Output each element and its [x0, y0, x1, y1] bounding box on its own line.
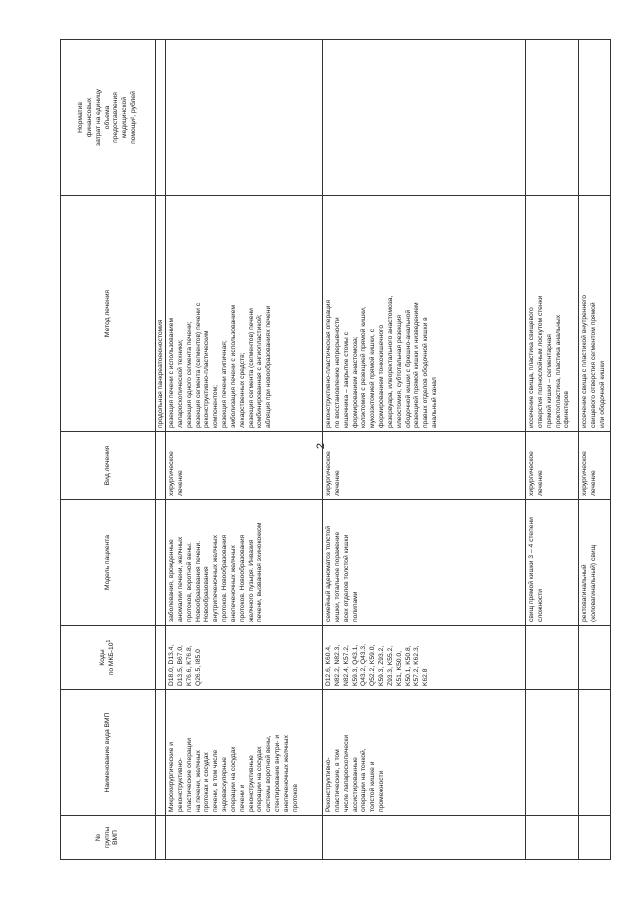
icd-codes-cell: D18.0, D13.4, D13.5, B67.0, K76.6, K76.8, Q26.5, I85.0: [166, 626, 323, 690]
header-row: [61, 40, 156, 860]
icd-codes-cell: [526, 626, 579, 690]
header-name: Наименование вида ВМП: [61, 690, 156, 816]
table-row: [579, 40, 611, 860]
table-row: [166, 40, 323, 860]
treatment-type-cell: хирургическое лечение: [579, 432, 611, 500]
icd-codes-cell: D12.6, K60.4, N82.2, N82.3, N82.4, K57.2, K59.3, Q43.1, Q43.2, Q43.3, Q52.2, K59.0, K59.3, Z93.2, Z93.3, K55.2, K51, K50.0, K50.1, K50.8, K57.2, K62.3, K62.8: [323, 626, 526, 690]
patient-model-cell: свищ прямой кишки 3 – 4 степени сложности: [526, 500, 579, 626]
header-model: Модель пациента: [61, 500, 156, 626]
header-num: № группы ВМП: [61, 816, 156, 860]
vmp-name-cell: [579, 690, 611, 816]
vmp-table: [60, 39, 611, 860]
header-type: Вид лечения: [61, 432, 156, 500]
treatment-method-cell: резекция печени с использованием лапароскопической техники; резекция одного сегмента печени; резекция сегмента (сегментов) печени с реконструктивно-пластическим компонентом; резекция печени атипичная; эмболизация печени с использованием лекарственных средств; резекция сегмента (сегментов) печени комбинированная с ангиопластикой; абляция при новообразованиях печени: [166, 196, 323, 432]
vmp-name-cell: Реконструктивно- пластические, в том числе лапароскопически ассистированные операции на тонкой, толстой кишке и промежности: [323, 690, 526, 816]
table-row: [526, 40, 579, 860]
table-container: [60, 40, 606, 860]
table-row: [323, 40, 526, 860]
patient-model-cell: ректовагинальный (коловагинальный) свищ: [579, 500, 611, 626]
treatment-type-cell: хирургическое лечение: [166, 432, 323, 500]
continuation-row: [156, 40, 166, 860]
treatment-method-cell: иссечение свища с пластикой внутреннего свищевого отверстия сегментом прямой или ободочной кишки: [579, 196, 611, 432]
header-norm: Норматив финансовых затрат на единицу объема предоставления медицинской помощи², рублей: [61, 40, 156, 196]
vmp-name-cell: Микрохирургические и реконструктивно- пластические операции на печени, желчных протоках и сосудах печени, в том числе эндоваскулярные операции на сосудах печени и реконструктивные операции на сосудах системы воротной вены, стентирование внутри- и внепеченочных желчных протоков: [166, 690, 323, 816]
treatment-method-cell: реконструктивно-пластическая операция по восстановлению непрерывности кишечника – закрытие стомы с формированием анастомоза; колэктомия с резекцией прямой кишки, мукозэктомией прямой кишки, с формированием тонкокишечного резервуара, илеоректального анастомоза, илеостомия, субтотальная резекция ободочной кишки с брюшно-анальной резекцией прямой кишки и низведением правых отделов ободочной кишки в анальный канал: [323, 196, 526, 432]
treatment-type-cell: хирургическое лечение: [323, 432, 526, 500]
icd-codes-cell: [579, 626, 611, 690]
rotated-table-area: [60, 40, 606, 860]
footnote-marker: 1: [105, 639, 112, 643]
patient-model-cell: семейный аденоматоз толстой кишки, тотальное поражение всех отделов толстой кишки полипами: [323, 500, 526, 626]
header-method: Метод лечения: [61, 196, 156, 432]
treatment-method-cell: иссечение свища, пластика свищевого отверстия полнослойным лоскутом стенки прямой кишки – сегментарная проктопластика, пластика анальных сфинктеров: [526, 196, 579, 432]
continued-method: продольная панкреатоеюностомия: [156, 196, 166, 432]
page-number: 2: [315, 442, 327, 450]
vmp-name-cell: [526, 690, 579, 816]
header-codes: Коды по МКБ-$10^1$: [61, 626, 156, 690]
treatment-type-cell: хирургическое лечение: [526, 432, 579, 500]
patient-model-cell: заболевания, врожденные аномалии печени, желчных протоков, воротной вены. Новообразования печени. Новообразования внутрипеченочных желчных протоков. Новообразования внепеченочных желчных протоков. Новообразования желчного пузыря. Инвазия печени, вызванная эхинококком: [166, 500, 323, 626]
